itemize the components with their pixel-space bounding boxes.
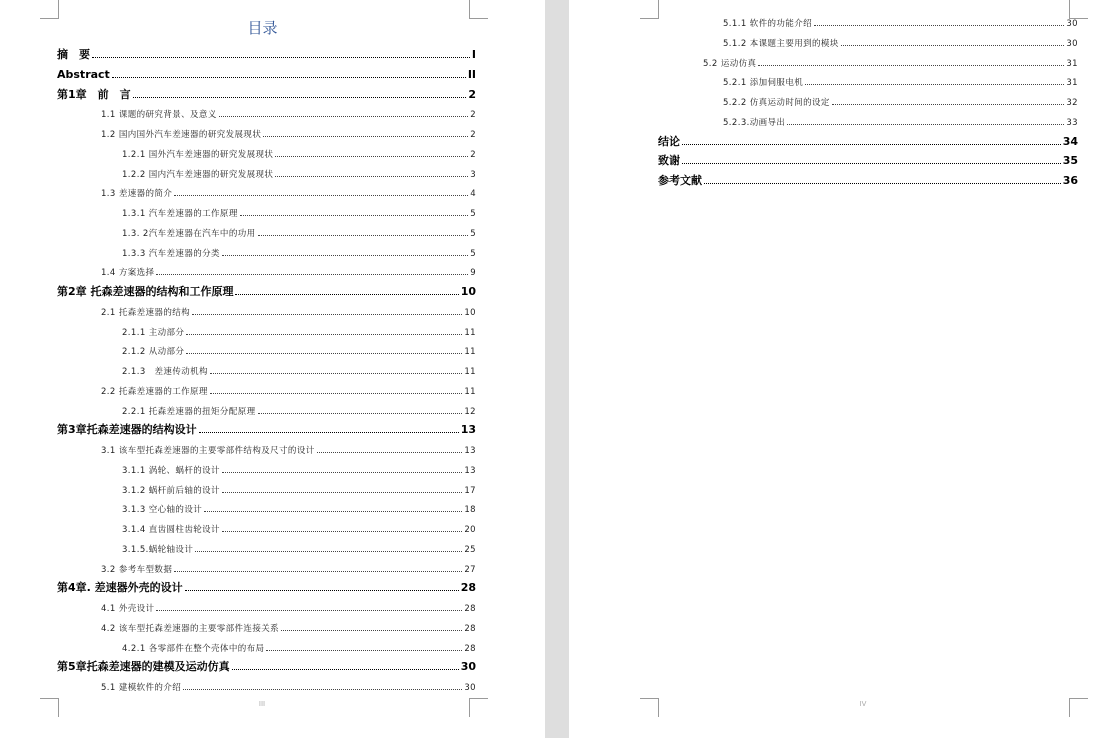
toc-dot-leader: [805, 75, 1064, 85]
toc-entry-title: 第4章. 差速器外壳的设计: [57, 581, 183, 595]
toc-page-number: 13: [460, 423, 476, 437]
toc-page-number: 31: [1066, 78, 1078, 89]
toc-dot-leader: [156, 601, 462, 611]
toc-section-entry[interactable]: [723, 75, 1078, 89]
toc-page-number: 33: [1066, 117, 1078, 128]
toc-entry-title: 1.3.1 汽车差速器的工作原理: [122, 209, 238, 219]
toc-dot-leader: [186, 344, 462, 354]
toc-dot-leader: [281, 621, 462, 631]
toc-section-entry[interactable]: [723, 16, 1078, 30]
toc-section-entry[interactable]: [122, 641, 476, 655]
toc-section-entry[interactable]: [122, 502, 476, 516]
toc-entry-title: 1.3. 2汽车差速器在汽车中的功用: [122, 228, 256, 239]
toc-section-entry[interactable]: [723, 115, 1078, 129]
toc-section-entry[interactable]: [122, 226, 476, 240]
toc-entry-title: 4.2.1 各零部件在整个壳体中的布局: [122, 643, 265, 654]
toc-dot-leader: [204, 502, 462, 512]
toc-section-entry[interactable]: [101, 384, 476, 398]
toc-page-number: 18: [464, 505, 476, 516]
toc-entry-title: 2.1.1 主动部分: [122, 327, 185, 338]
toc-section-entry[interactable]: [703, 56, 1078, 70]
toc-section-entry[interactable]: [101, 186, 476, 200]
toc-dot-leader: [841, 36, 1065, 46]
toc-section-entry[interactable]: [122, 206, 476, 220]
toc-section-entry[interactable]: [723, 95, 1078, 109]
toc-entry-title: 5.1.2 本课题主要用到的模块: [723, 38, 839, 49]
toc-dot-leader: [258, 404, 463, 414]
toc-chapter-entry[interactable]: [57, 285, 476, 299]
toc-dot-leader: [222, 522, 462, 532]
toc-dot-leader: [174, 562, 462, 572]
toc-section-entry[interactable]: [101, 107, 476, 121]
toc-page-number: 28: [460, 581, 476, 595]
toc-page-number: 25: [464, 544, 476, 555]
toc-page-number: 9: [470, 268, 476, 279]
toc-section-entry[interactable]: [122, 542, 476, 556]
toc-page-number: 3: [470, 169, 476, 180]
toc-entry-title: 1.2.2 国内汽车差速器的研究发展现状: [122, 169, 274, 180]
toc-dot-leader: [758, 56, 1064, 66]
toc-section-entry[interactable]: [122, 325, 476, 339]
toc-entry-title: 5.2.3.动画导出: [723, 117, 786, 128]
toc-entry-title: 5.1.1 软件的功能介绍: [723, 19, 813, 29]
toc-dot-leader: [156, 265, 468, 275]
toc-chapter-entry[interactable]: [57, 660, 476, 674]
toc-dot-leader: [199, 423, 459, 433]
toc-entry-title: 致谢: [658, 154, 680, 168]
toc-entry-title: 5.2.2 仿真运动时间的设定: [723, 98, 830, 108]
toc-page-number: 27: [464, 564, 476, 575]
page-number: III: [258, 700, 266, 708]
toc-page-number: I: [471, 48, 476, 61]
toc-page-number: 4: [470, 189, 476, 200]
toc-dot-leader: [814, 16, 1064, 26]
toc-section-entry[interactable]: [101, 562, 476, 576]
toc-page-number: 10: [464, 307, 476, 318]
toc-chapter-entry[interactable]: [658, 154, 1078, 168]
toc-dot-leader: [183, 680, 462, 690]
toc-entry-title: 2.1.2 从动部分: [122, 347, 185, 358]
toc-section-entry[interactable]: [101, 127, 476, 141]
toc-section-entry[interactable]: [122, 344, 476, 358]
toc-entry-title: 参考文献: [658, 174, 702, 187]
toc-page-number: 2: [470, 149, 476, 160]
toc-dot-leader: [275, 167, 468, 177]
toc-page-number: 17: [464, 485, 476, 496]
toc-dot-leader: [275, 147, 468, 157]
toc-entry-title: 4.1 外壳设计: [101, 604, 155, 614]
toc-entry-title: 2.2.1 托森差速器的扭矩分配原理: [122, 406, 256, 417]
toc-entry-title: 3.1.2 蜗杆前后轴的设计: [122, 485, 220, 496]
toc-chapter-entry[interactable]: [57, 48, 476, 62]
toc-entry-title: 1.1 课题的研究背景、及意义: [101, 110, 217, 121]
toc-section-entry[interactable]: [122, 522, 476, 536]
toc-entry-title: 3.1.5.蜗轮轴设计: [122, 544, 194, 555]
toc-section-entry[interactable]: [101, 305, 476, 319]
toc-page-number: 2: [470, 110, 476, 121]
toc-section-entry[interactable]: [101, 443, 476, 457]
toc-chapter-entry[interactable]: [57, 88, 476, 102]
toc-page-number: 28: [464, 623, 476, 634]
toc-dot-leader: [222, 483, 462, 493]
toc-page-number: 5: [470, 228, 476, 239]
toc-dot-leader: [210, 364, 462, 374]
toc-chapter-entry[interactable]: [57, 68, 476, 82]
toc-entry-title: 4.2 该车型托森差速器的主要零部件连接关系: [101, 623, 280, 634]
toc-entry-title: 1.2 国内国外汽车差速器的研究发展现状: [101, 130, 262, 140]
toc-dot-leader: [185, 581, 459, 591]
toc-dot-leader: [263, 127, 468, 137]
toc-dot-leader: [192, 305, 462, 315]
toc-section-entry[interactable]: [101, 265, 476, 279]
toc-page-number: 13: [464, 446, 476, 456]
toc-dot-leader: [222, 246, 468, 256]
toc-section-entry[interactable]: [122, 404, 476, 418]
toc-entry-title: 1.3.3 汽车差速器的分类: [122, 248, 220, 259]
toc-dot-leader: [682, 135, 1061, 145]
toc-page-number: 36: [1062, 174, 1078, 187]
toc-entry-title: 第1章 前 言: [57, 87, 131, 101]
toc-entry-title: Abstract: [57, 67, 110, 81]
toc-dot-leader: [240, 206, 468, 216]
toc-dot-leader: [704, 174, 1061, 184]
toc-page-number: 35: [1062, 154, 1078, 168]
toc-entry-title: 1.2.1 国外汽车差速器的研究发展现状: [122, 149, 274, 160]
toc-page-number: 30: [464, 683, 476, 693]
toc-chapter-entry[interactable]: [658, 174, 1078, 188]
toc-page-number: 11: [464, 367, 476, 377]
toc-dot-leader: [174, 186, 468, 196]
toc-entry-title: 3.1.1 涡轮、蜗杆的设计: [122, 465, 220, 476]
toc-dot-leader: [133, 88, 467, 98]
toc-dot-leader: [682, 154, 1061, 164]
toc-entry-title: 5.1 建模软件的介绍: [101, 683, 182, 693]
toc-entry-title: 1.4 方案选择: [101, 268, 155, 279]
toc-section-entry[interactable]: [122, 246, 476, 260]
toc-section-entry[interactable]: [101, 621, 476, 635]
toc-page-number: 31: [1066, 58, 1078, 69]
toc-section-entry[interactable]: [101, 601, 476, 615]
toc-page-number: 11: [464, 327, 476, 338]
document-page-right: [569, 0, 1114, 738]
toc-page-number: 30: [460, 660, 476, 674]
toc-page-number: 13: [464, 465, 476, 476]
toc-dot-leader: [195, 542, 462, 552]
toc-dot-leader: [222, 463, 462, 473]
toc-entry-title: 第5章托森差速器的建模及运动仿真: [57, 660, 230, 674]
toc-entry-title: 3.1.4 直齿圆柱齿轮设计: [122, 525, 220, 535]
toc-entry-title: 3.1.3 空心轴的设计: [122, 505, 203, 516]
page-number: IV: [859, 700, 867, 708]
toc-page-number: 30: [1066, 19, 1078, 29]
toc-entry-title: 第3章托森差速器的结构设计: [57, 423, 197, 437]
toc-page-number: 2: [470, 130, 476, 140]
toc-page-number: 28: [464, 604, 476, 614]
toc-page-number: 32: [1066, 98, 1078, 108]
toc-chapter-entry[interactable]: [658, 135, 1078, 149]
toc-entry-title: 2.1.3 差速传动机构: [122, 367, 208, 377]
toc-list: [0, 0, 545, 738]
toc-page-number: II: [467, 67, 476, 81]
toc-entry-title: 3.1 该车型托森差速器的主要零部件结构及尺寸的设计: [101, 446, 315, 456]
toc-dot-leader: [232, 660, 459, 670]
toc-entry-title: 结论: [658, 134, 680, 148]
toc-dot-leader: [235, 285, 458, 295]
toc-dot-leader: [317, 443, 463, 453]
toc-page-number: 11: [464, 386, 476, 397]
toc-entry-title: 5.2 运动仿真: [703, 58, 757, 69]
toc-page-number: 5: [470, 209, 476, 219]
toc-page-number: 10: [460, 285, 476, 298]
toc-entry-title: 2.2 托森差速器的工作原理: [101, 386, 208, 397]
toc-page-number: 34: [1062, 134, 1078, 148]
toc-entry-title: 第2章 托森差速器的结构和工作原理: [57, 285, 234, 298]
toc-chapter-entry[interactable]: [57, 581, 476, 595]
page-gutter: [545, 0, 569, 738]
toc-dot-leader: [258, 226, 469, 236]
toc-page-number: 20: [464, 525, 476, 535]
toc-section-entry[interactable]: [122, 463, 476, 477]
toc-page-number: 5: [470, 248, 476, 259]
toc-section-entry[interactable]: [101, 680, 476, 694]
toc-entry-title: 摘 要: [57, 48, 90, 61]
toc-dot-leader: [92, 48, 470, 58]
toc-list: [569, 0, 1114, 738]
toc-dot-leader: [112, 68, 466, 78]
toc-chapter-entry[interactable]: [57, 423, 476, 437]
toc-dot-leader: [186, 325, 462, 335]
toc-page-number: 28: [464, 643, 476, 654]
toc-entry-title: 2.1 托森差速器的结构: [101, 307, 191, 318]
toc-page-number: 11: [464, 347, 476, 358]
toc-section-entry[interactable]: [122, 483, 476, 497]
toc-page-number: 12: [464, 406, 476, 417]
toc-section-entry[interactable]: [122, 147, 476, 161]
toc-title: 目录: [247, 19, 278, 37]
toc-dot-leader: [210, 384, 463, 394]
toc-dot-leader: [787, 115, 1064, 125]
toc-section-entry[interactable]: [723, 36, 1078, 50]
toc-page-number: 30: [1066, 38, 1078, 49]
toc-dot-leader: [832, 95, 1065, 105]
toc-page-number: 2: [468, 87, 476, 101]
toc-entry-title: 5.2.1 添加伺服电机: [723, 78, 804, 89]
document-page-left: [0, 0, 545, 738]
toc-entry-title: 1.3 差速器的简介: [101, 189, 173, 200]
toc-dot-leader: [219, 107, 468, 117]
toc-entry-title: 3.2 参考车型数据: [101, 564, 173, 575]
toc-section-entry[interactable]: [122, 364, 476, 378]
toc-section-entry[interactable]: [122, 167, 476, 181]
toc-dot-leader: [266, 641, 462, 651]
